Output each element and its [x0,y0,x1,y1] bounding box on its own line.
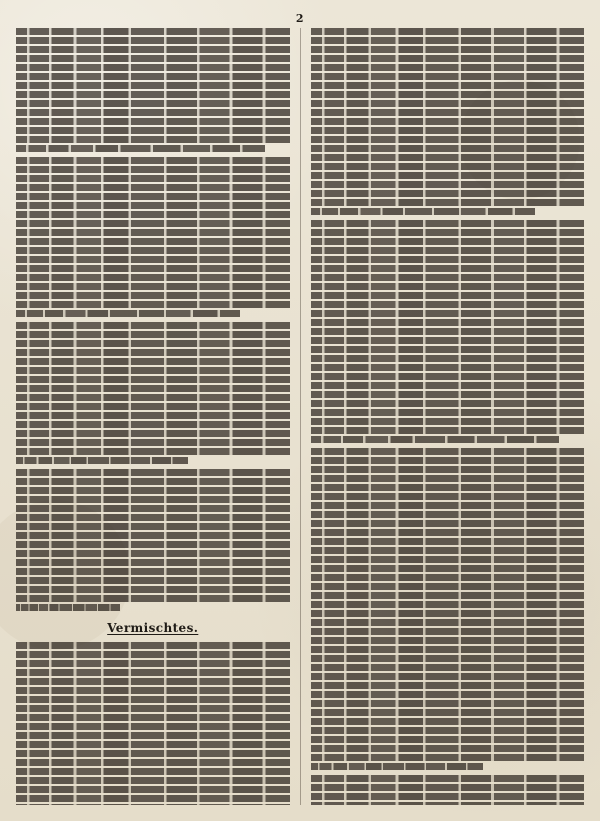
paragraph [311,448,585,770]
paragraph [311,775,585,805]
column-divider [300,28,301,805]
page-number: 2 [295,12,305,25]
article-columns [16,28,584,805]
section-heading: Vermischtes. [107,621,199,635]
paragraph [311,220,585,443]
right-column [311,28,585,805]
paragraph [16,28,290,152]
paragraph [311,28,585,215]
paragraph [16,157,290,317]
paragraph [16,469,290,611]
paragraph [16,322,290,464]
left-column [16,28,290,805]
section-heading-wrap [16,617,290,636]
paragraph [16,642,290,805]
left-column-text [16,28,290,805]
right-column-text [311,28,585,805]
